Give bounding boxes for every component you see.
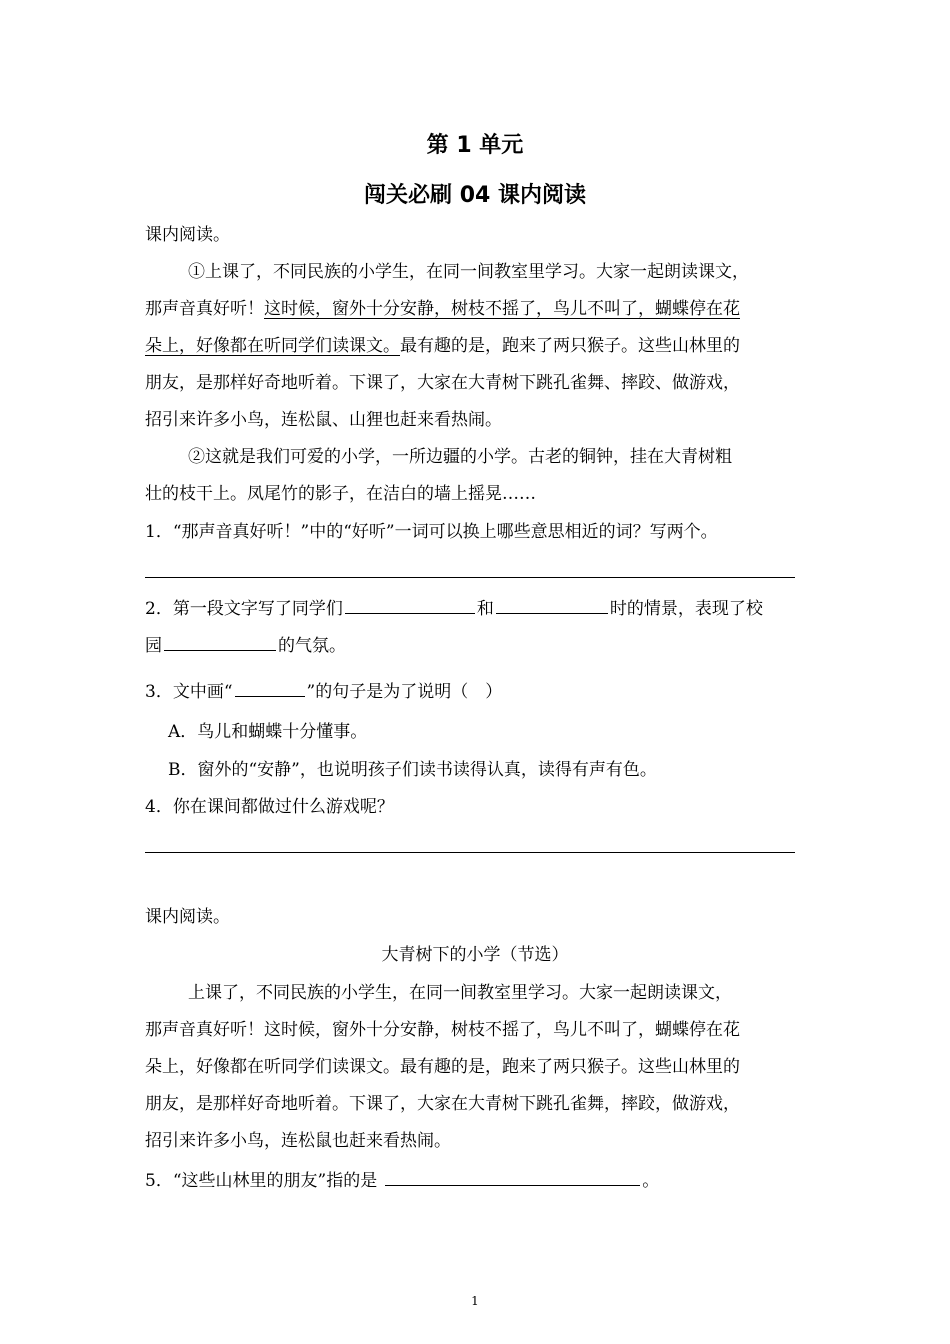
q2-blank-1[interactable] [345, 597, 475, 614]
s2-line4: 朋友，是那样好奇地听着。下课了，大家在大青树下跳孔雀舞，摔跤，做游戏， [145, 1094, 740, 1114]
s1-p1-line5: 招引来许多小鸟，连松鼠、山狸也赶来看热闹。 [145, 410, 502, 430]
section2-intro: 课内阅读。 [145, 907, 230, 927]
page-number: 1 [471, 1294, 479, 1308]
answer-line-q4[interactable] [145, 852, 795, 853]
q2-blank-2[interactable] [496, 597, 608, 614]
q2-text-3: 时的情景，表现了校 [609, 599, 763, 619]
q2-text-5: 的气氛。 [278, 636, 346, 656]
s1-p1-line4: 朋友，是那样好奇地听着。下课了，大家在大青树下跳孔雀舞、摔跤、做游戏， [145, 373, 740, 393]
q2-text-1: 2．第一段文字写了同学们 [145, 599, 343, 619]
question-5 [145, 1169, 659, 1191]
q2-blank-3[interactable] [164, 634, 276, 651]
question-2 [145, 597, 763, 619]
s2-line3: 朵上，好像都在听同学们读课文。最有趣的是，跑来了两只猴子。这些山林里的 [145, 1057, 740, 1077]
s1-p2-line2: 壮的枝干上。凤尾竹的影子，在洁白的墙上摇晃…… [145, 484, 536, 504]
q5-text-post: 。 [642, 1171, 660, 1191]
s1-p1-line2 [145, 299, 740, 319]
question-1: 1．“那声音真好听！”中的“好听”一词可以换上哪些意思相近的词？写两个。 [145, 522, 718, 542]
s1-p1-line3 [145, 336, 740, 356]
passage-title: 大青树下的小学（节选） [381, 945, 569, 965]
s2-line1: 上课了，不同民族的小学生，在同一间教室里学习。大家一起朗读课文， [188, 983, 732, 1003]
q2-text-2: 和 [476, 599, 494, 619]
q2-text-4: 园 [145, 636, 162, 656]
s1-p1-line1: ①上课了，不同民族的小学生，在同一间教室里学习。大家一起朗读课文， [188, 262, 749, 282]
q5-text-pre: 5．“这些山林里的朋友”指的是 [145, 1171, 378, 1191]
q3-option-a[interactable]: A．鸟儿和蝴蝶十分懂事。 [168, 722, 368, 742]
s1-p1-line2-text: 那声音真好听！ [145, 299, 264, 319]
q3-option-b[interactable]: B．窗外的“安静”，也说明孩子们读书读得认真，读得有声有色。 [168, 760, 657, 780]
s2-line5: 招引来许多小鸟，连松鼠也赶来看热闹。 [145, 1131, 451, 1151]
section1-intro: 课内阅读。 [145, 225, 230, 245]
q3-text-pre: 3．文中画“ [145, 682, 233, 702]
page-title: 闯关必刷 04 课内阅读 [364, 183, 586, 208]
s1-p2-line1: ②这就是我们可爱的小学，一所边疆的小学。古老的铜钟，挂在大青树粗 [188, 447, 732, 467]
s2-line2: 那声音真好听！这时候，窗外十分安静，树枝不摇了，鸟儿不叫了，蝴蝶停在花 [145, 1020, 740, 1040]
q3-text-post: ”的句子是为了说明（ ） [306, 682, 503, 702]
q3-underline-sample [235, 680, 305, 697]
question-3 [145, 680, 502, 702]
q5-blank[interactable] [385, 1169, 640, 1186]
underlined-sentence-part1: 这时候，窗外十分安静，树枝不摇了，鸟儿不叫了，蝴蝶停在花 [264, 299, 740, 319]
question-4: 4．你在课间都做过什么游戏呢？ [145, 797, 394, 817]
question-2-cont [145, 634, 346, 656]
answer-line-q1[interactable] [145, 577, 795, 578]
s1-p1-line3-text: 最有趣的是，跑来了两只猴子。这些山林里的 [400, 336, 740, 356]
underlined-sentence-part2: 朵上，好像都在听同学们读课文。 [145, 336, 400, 356]
unit-heading: 第 1 单元 [426, 133, 524, 158]
